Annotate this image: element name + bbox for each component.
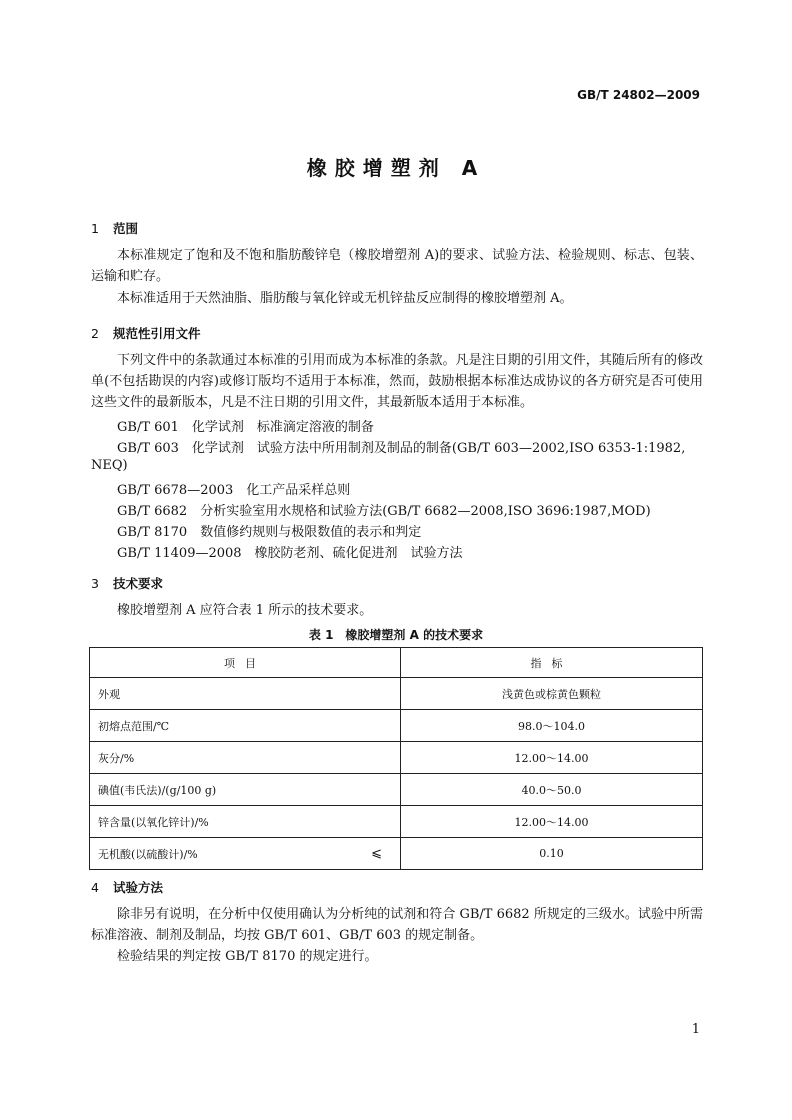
table-cell-value: 12.00～14.00 [401, 742, 703, 774]
paragraph: 本标准适用于天然油脂、脂肪酸与氧化锌或无机锌盐反应制得的橡胶增塑剂 A。 [117, 291, 573, 306]
reference-item: GB/T 603 化学试剂 试验方法中所用制剂及制品的制备(GB/T 603—2002,ISO 6353-1:1982, [117, 441, 686, 456]
table-cell-item: 碘值(韦氏法)/(g/100 g) [90, 774, 401, 806]
table-row [90, 742, 703, 774]
table-cell-value: 0.10 [401, 838, 703, 870]
section-heading-4 [91, 878, 163, 896]
section-heading-2 [91, 324, 201, 342]
section-title: 规范性引用文件 [113, 326, 201, 341]
table-cell-item-text: 无机酸(以硫酸计)/% [98, 847, 198, 861]
paragraph: 橡胶增塑剂 A 应符合表 1 所示的技术要求。 [117, 603, 373, 618]
section-number: 3 [91, 576, 99, 591]
table-cell-value: 40.0～50.0 [401, 774, 703, 806]
table-cell-value: 98.0～104.0 [401, 710, 703, 742]
table-cell-value: 浅黄色或棕黄色颗粒 [401, 678, 703, 710]
table-row [90, 774, 703, 806]
reference-item: GB/T 11409—2008 橡胶防老剂、硫化促进剂 试验方法 [117, 546, 463, 561]
table-cell-item: 灰分/% [90, 742, 401, 774]
table-row [90, 710, 703, 742]
reference-item-continuation: NEQ) [91, 458, 128, 473]
table-cell-item: 外观 [90, 678, 401, 710]
document-title: 橡胶增塑剂 A [306, 156, 486, 180]
less-equal-symbol: ⩽ [371, 845, 382, 861]
table-row [90, 806, 703, 838]
section-number: 2 [91, 326, 99, 341]
section-title: 试验方法 [113, 880, 164, 895]
paragraph: 下列文件中的条款通过本标准的引用而成为本标准的条款。凡是注日期的引用文件，其随后所有的修改单(不包括勘误的内容)或修订版均不适用于本标准，然而，鼓励根据本标准达成协议的各方研究是否可使用这些文件的最新版本，凡是不注日期的引用文件，其最新版本适用于本标准。 [91, 353, 703, 410]
table-row [90, 838, 703, 870]
table-cell-item: 初熔点范围/℃ [90, 710, 401, 742]
paragraph: 除非另有说明，在分析中仅使用确认为分析纯的试剂和符合 GB/T 6682 所规定的三级水。试验中所需标准溶液、制剂及制品，均按 GB/T 601、GB/T 603 的规定制备。 [91, 907, 703, 943]
reference-item: GB/T 6678—2003 化工产品采样总则 [117, 483, 351, 498]
table-header-value: 指标 [401, 648, 703, 678]
section-number: 1 [91, 221, 99, 236]
table-header-row [90, 648, 703, 678]
table-cell-value: 12.00～14.00 [401, 806, 703, 838]
section-heading-1 [91, 219, 138, 237]
table-row [90, 678, 703, 710]
paragraph: 检验结果的判定按 GB/T 8170 的规定进行。 [117, 949, 378, 964]
section-title: 范围 [113, 221, 139, 236]
table-cell-item [90, 838, 401, 870]
page-number: 1 [691, 1022, 700, 1037]
table-caption: 表 1 橡胶增塑剂 A 的技术要求 [308, 628, 484, 642]
section-number: 4 [91, 880, 99, 895]
standard-code: GB/T 24802—2009 [577, 88, 700, 102]
table-header-item: 项目 [90, 648, 401, 678]
section-heading-3 [91, 574, 163, 592]
reference-item: GB/T 6682 分析实验室用水规格和试验方法(GB/T 6682—2008,ISO 3696:1987,MOD) [117, 504, 651, 519]
reference-item: GB/T 601 化学试剂 标准滴定溶液的制备 [117, 420, 374, 435]
paragraph: 本标准规定了饱和及不饱和脂肪酸锌皂（橡胶增塑剂 A)的要求、试验方法、检验规则、标志、包装、运输和贮存。 [91, 248, 703, 284]
requirements-table [89, 647, 703, 870]
table-cell-item: 锌含量(以氧化锌计)/% [90, 806, 401, 838]
reference-item: GB/T 8170 数值修约规则与极限数值的表示和判定 [117, 525, 422, 540]
section-title: 技术要求 [113, 576, 164, 591]
